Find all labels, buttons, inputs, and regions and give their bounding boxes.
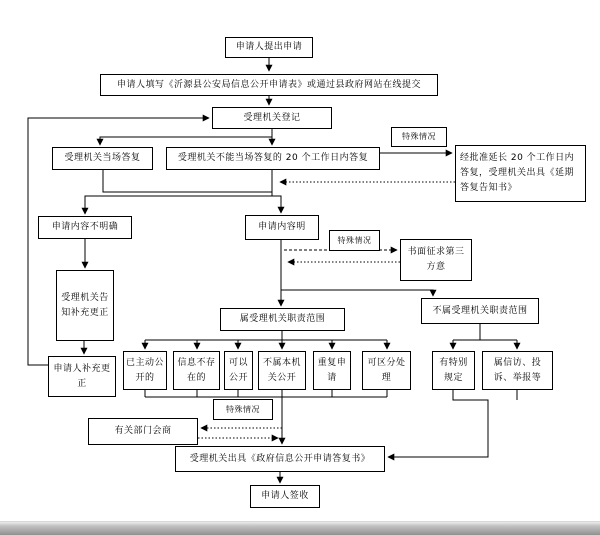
node-special-situation-top: 特殊情况 bbox=[391, 127, 447, 147]
node-special-situation-bottom: 特殊情况 bbox=[213, 399, 273, 420]
node-applicant-supplement: 申请人补充更正 bbox=[48, 356, 116, 397]
node-within-scope: 属受理机关职责范围 bbox=[220, 308, 345, 331]
node-repeated-request: 重复申请 bbox=[313, 351, 351, 390]
node-info-not-exist: 信息不存在的 bbox=[173, 351, 220, 390]
node-department-consult: 有关部门会商 bbox=[88, 418, 198, 445]
node-special-situation-mid: 特殊情况 bbox=[329, 230, 380, 251]
node-reply-within-20-days: 受理机关不能当场答复的 20 个工作日内答复 bbox=[166, 147, 380, 170]
node-petition-complaint: 属信访、投诉、举报等 bbox=[482, 351, 553, 390]
node-not-this-organ: 不属本机关公开 bbox=[258, 351, 306, 390]
node-onspot-reply: 受理机关当场答复 bbox=[52, 147, 153, 170]
node-content-unclear: 申请内容不明确 bbox=[38, 216, 132, 239]
node-notify-supplement: 受理机关告知补充更正 bbox=[56, 270, 114, 341]
node-separable-handling: 可区分处理 bbox=[362, 351, 411, 390]
node-applicant-submit: 申请人提出申请 bbox=[225, 37, 313, 58]
node-special-rules: 有特别规定 bbox=[432, 351, 475, 390]
node-issue-reply-document: 受理机关出具《政府信息公开申请答复书》 bbox=[175, 446, 385, 472]
node-extension-notice: 经批准延长 20 个工作日内答复，受理机关出具《延期答复告知书》 bbox=[455, 145, 586, 202]
node-organ-register: 受理机关登记 bbox=[212, 107, 332, 129]
node-applicant-sign: 申请人签收 bbox=[250, 485, 320, 508]
node-content-clear: 申请内容明 bbox=[245, 215, 319, 240]
node-fill-application-form: 申请人填写《沂源县公安局信息公开申请表》或通过县政府网站在线提交 bbox=[100, 74, 438, 96]
node-outside-scope: 不属受理机关职责范围 bbox=[421, 298, 539, 324]
node-already-public: 已主动公开的 bbox=[123, 351, 167, 390]
node-third-party-opinion: 书面征求第三方意 bbox=[400, 239, 472, 281]
node-can-disclose: 可以公开 bbox=[224, 351, 253, 390]
window-bottom-edge bbox=[0, 521, 600, 535]
